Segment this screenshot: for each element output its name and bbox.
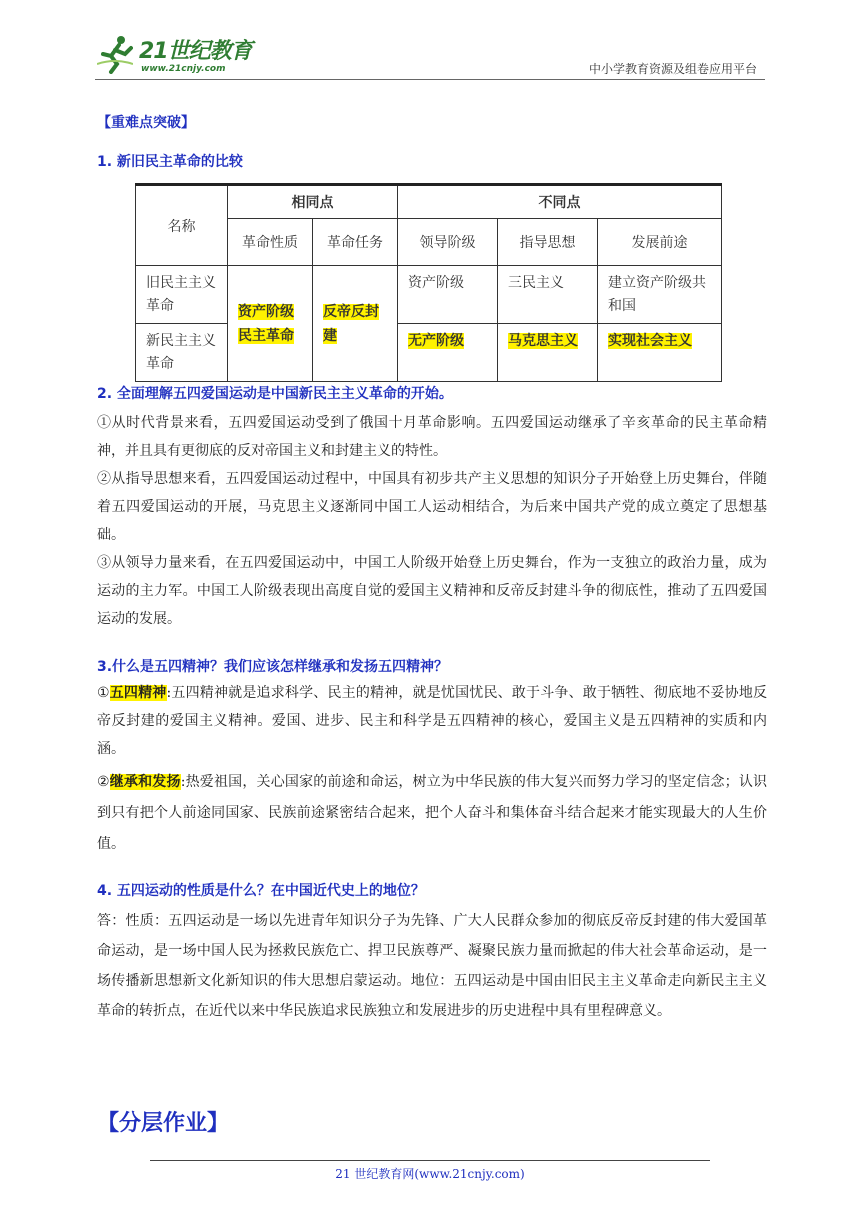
q1-title: 1. 新旧民主革命的比较 — [97, 154, 243, 170]
shared-task-cell — [313, 266, 398, 382]
col-future: 发展前途 — [598, 219, 722, 266]
row-old-name: 旧民主主义革命 — [136, 266, 228, 324]
row-new-future-cell — [598, 324, 722, 382]
q3-point-2: ②继承和发扬:热爱祖国，关心国家的前途和命运，树立为中华民族的伟大复兴而努力学习的坚定信念；认识到只有把个人前途同国家、民族前途紧密结合起来，把个人奋斗和集体奋斗结合起来才能实现最大的人生价值。 — [97, 774, 768, 852]
row-new-ideology: 马克思主义 — [508, 333, 578, 349]
shared-task: 反帝反封建 — [323, 303, 379, 344]
logo-brand: 21世纪教育 — [139, 39, 252, 64]
row-old-lead: 资产阶级 — [398, 266, 498, 324]
q2-point-2: ②从指导思想来看，五四爱国运动过程中，中国具有初步共产主义思想的知识分子开始登上历史舞台，伴随着五四爱国运动的开展，马克思主义逐渐同中国工人运动相结合，为后来中国共产党的成立奠定了思想基础。 — [97, 471, 767, 543]
footer-text: 21 世纪教育网(www.21cnjy.com) — [335, 1167, 525, 1181]
section-title: 【重难点突破】 — [97, 115, 195, 131]
q2-title: 2. 全面理解五四爱国运动是中国新民主主义革命的开始。 — [97, 386, 453, 402]
col-ideology: 指导思想 — [498, 219, 598, 266]
row-new-name: 新民主主义革命 — [136, 324, 228, 382]
logo-url: www.21cnjy.com — [141, 64, 226, 74]
row-new-future: 实现社会主义 — [608, 333, 692, 349]
row-new-lead: 无产阶级 — [408, 333, 464, 349]
q2-body — [97, 409, 767, 633]
q3-body — [97, 679, 767, 860]
q4-title: 4. 五四运动的性质是什么？在中国近代史上的地位？ — [97, 883, 425, 899]
layered-homework-title: 【分层作业】 — [97, 1111, 230, 1136]
q2-point-1: ①从时代背景来看，五四爱国运动受到了俄国十月革命影响。五四爱国运动继承了辛亥革命的民主革命精神，并且具有更彻底的反对帝国主义和封建主义的特性。 — [97, 415, 767, 459]
header-rule — [95, 79, 765, 80]
shared-nature: 资产阶级民主革命 — [238, 303, 294, 344]
q3-title: 3.什么是五四精神？我们应该怎样继承和发扬五四精神？ — [97, 659, 449, 675]
platform-name: 中小学教育资源及组卷应用平台 — [588, 62, 757, 76]
table-same-header: 相同点 — [228, 185, 398, 219]
footer-rule — [150, 1160, 710, 1161]
table-name-header: 名称 — [136, 185, 228, 266]
q4-answer: 答：性质：五四运动是一场以先进青年知识分子为先锋、广大人民群众参加的彻底反帝反封建的伟大爱国革命运动，是一场中国人民为拯救民族危亡、捍卫民族尊严、凝聚民族力量而掀起的伟大社会革命运动，是一场传播新思想新文化新知识的伟大思想启蒙运动。地位：五四运动是中国由旧民主主义革命走向新民主主义革命的转折点，在近代以来中华民族追求民族独立和发展进步的历史进程中具有里程碑意义。 — [97, 913, 767, 1019]
row-old-ideology: 三民主义 — [498, 266, 598, 324]
col-lead: 领导阶级 — [398, 219, 498, 266]
col-task: 革命任务 — [313, 219, 398, 266]
runner-icon — [97, 34, 133, 74]
q3-key-1: 五四精神 — [109, 685, 167, 701]
q3-point-1: ①五四精神:五四精神就是追求科学、民主的精神，就是忧国忧民、敢于斗争、敢于牺牲、彻底地不妥协地反帝反封建的爱国主义精神。爱国、进步、民主和科学是五四精神的核心，爱国主义是五四精神的实质和内涵。 — [97, 685, 768, 757]
q2-point-3: ③从领导力量来看，在五四爱国运动中，中国工人阶级开始登上历史舞台，作为一支独立的政治力量，成为运动的主力军。中国工人阶级表现出高度自觉的爱国主义精神和反帝反封建斗争的彻底性，推动了五四爱国运动的发展。 — [97, 555, 767, 627]
col-nature: 革命性质 — [228, 219, 313, 266]
q3-key-2: 继承和发扬 — [109, 774, 181, 790]
page-header — [95, 30, 765, 80]
row-new-lead-cell — [398, 324, 498, 382]
table-diff-header: 不同点 — [398, 185, 722, 219]
shared-nature-cell — [228, 266, 313, 382]
logo — [95, 30, 265, 78]
comparison-table — [135, 183, 722, 382]
row-old-future: 建立资产阶级共和国 — [598, 266, 722, 324]
row-new-ideology-cell — [498, 324, 598, 382]
